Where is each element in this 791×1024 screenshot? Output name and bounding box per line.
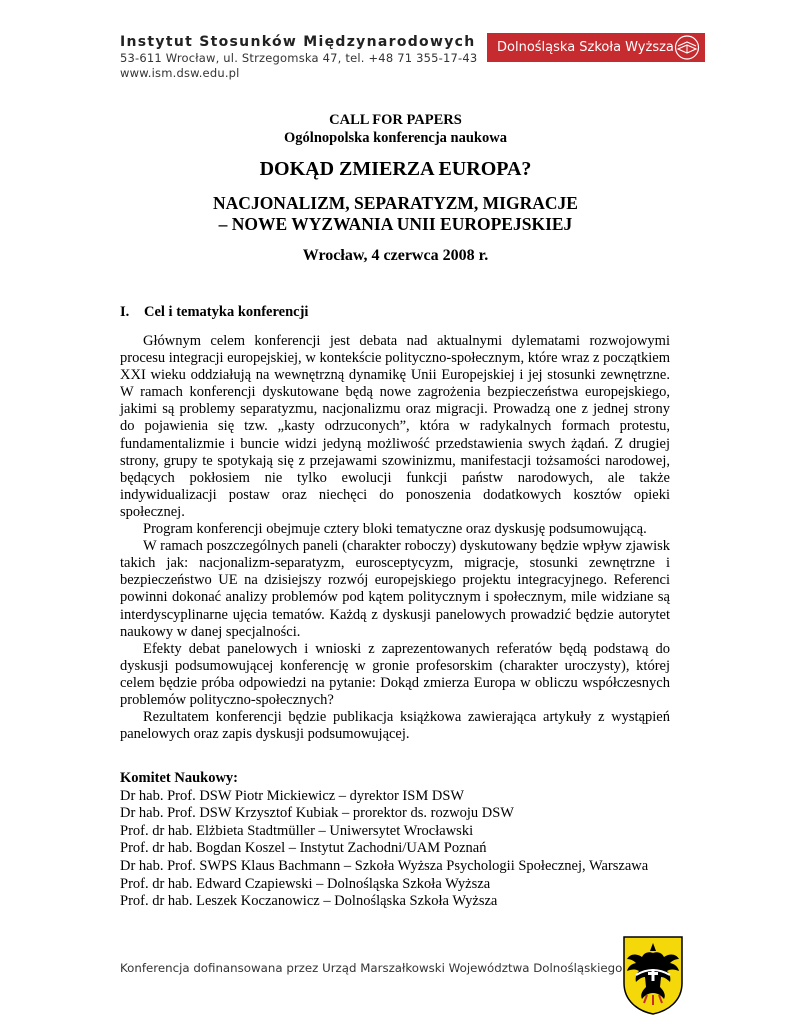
institute-header xyxy=(120,34,477,81)
section-title: Cel i tematyka konferencji xyxy=(144,304,309,320)
conference-title: DOKĄD ZMIERZA EUROPA? xyxy=(259,158,532,180)
institute-address: 53-611 Wrocław, ul. Strzegomska 47, tel. +48 71 355-17-43 xyxy=(120,51,478,65)
paragraph: Efekty debat panelowych i wnioski z zaprezentowanych referatów będą podstawą do dyskusji podsumowującej konferencję w gronie profesorskim (charakter uroczysty), której celem będzie próba odpowiedzi na pytanie: Dokąd zmierza Europa w obliczu współczesnych problemów polityczno-społecznych? xyxy=(120,640,670,708)
committee-member: Prof. dr hab. Elżbieta Stadtmüller – Uniwersytet Wrocławski xyxy=(120,822,474,839)
lower-silesia-crest-icon xyxy=(622,935,684,1015)
dsw-logo xyxy=(487,33,705,62)
committee-member: Prof. dr hab. Leszek Koczanowicz – Dolnośląska Szkoła Wyższa xyxy=(120,893,498,910)
paragraph: Program konferencji obejmuje cztery bloki tematyczne oraz dyskusję podsumowującą. xyxy=(143,521,647,538)
subtitle-line-1: NACJONALIZM, SEPARATYZM, MIGRACJE xyxy=(213,193,578,213)
dsw-logo-text: Dolnośląska Szkoła Wyższa xyxy=(497,40,674,55)
section-number: I. xyxy=(120,304,130,320)
funding-note: Konferencja dofinansowana przez Urząd Marszałkowski Województwa Dolnośląskiego xyxy=(120,961,623,975)
paragraph: W ramach poszczególnych paneli (charakter roboczy) dyskutowany będzie wpływ zjawisk takich jak: nacjonalizm-separatyzm, eurosceptycyzm, migracje, stosunki zewnętrzne i bezpieczeństwo UE na dzisiejszy rozwój europejskiego projektu integracyjnego. Referenci powinni dokonać analizy problemów pod kątem politycznym i społecznym, mile widziane są interdyscyplinarne ujęcia tematów. Każdą z dyskusji panelowych prowadzić będzie autorytet naukowy w danej specjalności. xyxy=(120,538,670,640)
institute-website: www.ism.dsw.edu.pl xyxy=(120,66,240,80)
committee-member: Prof. dr hab. Edward Czapiewski – Dolnośląska Szkoła Wyższa xyxy=(120,875,491,892)
committee-member: Dr hab. Prof. DSW Piotr Mickiewicz – dyrektor ISM DSW xyxy=(120,787,465,804)
scientific-committee xyxy=(120,770,648,911)
subtitle-line-2: – NOWE WYZWANIA UNII EUROPEJSKIEJ xyxy=(218,214,573,234)
committee-heading: Komitet Naukowy: xyxy=(120,770,239,786)
institute-name: Instytut Stosunków Międzynarodowych xyxy=(120,34,476,50)
paragraph: Rezultatem konferencji będzie publikacja książkowa zawierająca artykuły z wystąpień panelowych oraz zapis dyskusji podsumowującej. xyxy=(120,709,670,743)
book-emblem-icon xyxy=(672,35,702,60)
cfp-label: CALL FOR PAPERS xyxy=(329,112,462,128)
body-text xyxy=(120,333,670,743)
place-and-date: Wrocław, 4 czerwca 2008 r. xyxy=(302,247,489,264)
paragraph: Głównym celem konferencji jest debata nad aktualnymi dylematami rozwojowymi procesu integracji europejskiej, w kontekście polityczno-społecznym, które wraz z początkiem XXI wieku oddziałują na wewnętrzną dynamikę Unii Europejskiej i jej stosunki zewnętrzne. W ramach konferencji dyskutowane będą nowe zagrożenia bezpieczeństwa europejskiego, jakimi są problemy separatyzmu, nacjonalizmu oraz migracji. Prowadzą one z jednej strony do pojawienia się tzw. „kasty odrzuconych”, która w radykalnych formach protestu, fundamentalizmie i buncie widzi jedyną możliwość przedstawienia swych żądań. Z drugiej strony, grupy te spotykają się z przejawami szowinizmu, manifestacji tożsamości narodowej, będących pokłosiem nie tylko ewolucji funkcji państw narodowych, ale także indywidualizacji postaw oraz niechęci do ponoszenia dodatkowych kosztów opieki społecznej. xyxy=(120,333,670,520)
committee-member: Dr hab. Prof. DSW Krzysztof Kubiak – prorektor ds. rozwoju DSW xyxy=(120,805,514,822)
section-heading xyxy=(120,304,308,321)
conference-subtitle xyxy=(0,193,791,235)
committee-member: Prof. dr hab. Bogdan Koszel – Instytut Zachodni/UAM Poznań xyxy=(120,840,487,857)
call-for-papers xyxy=(0,111,791,147)
conference-type: Ogólnopolska konferencja naukowa xyxy=(284,130,507,146)
committee-member: Dr hab. Prof. SWPS Klaus Bachmann – Szkoła Wyższa Psychologii Społecznej, Warszawa xyxy=(120,857,649,874)
